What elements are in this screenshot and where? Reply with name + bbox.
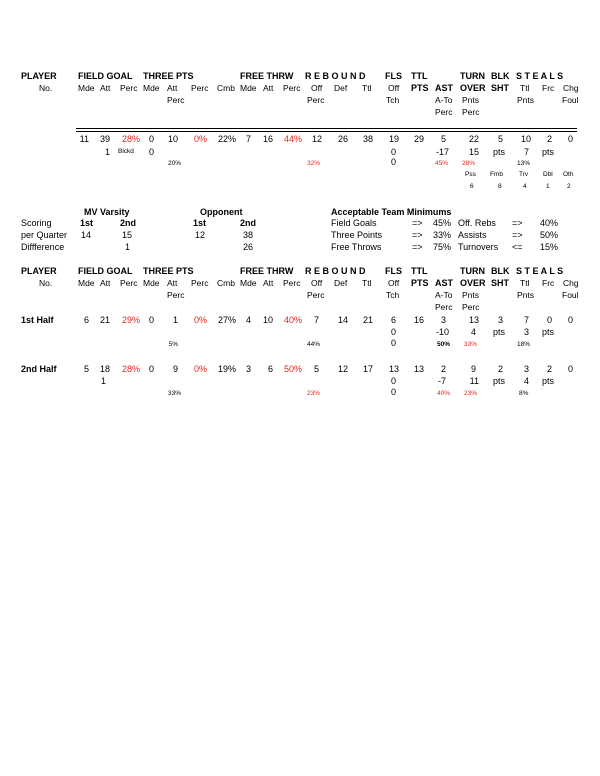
half-ft-mde: 3 — [245, 364, 251, 374]
half-fls-2: 0 — [390, 327, 396, 337]
opp-q1-score: 12 — [195, 230, 206, 240]
fg-mde-heading: Mde — [78, 278, 95, 288]
half-label: 1st Half — [21, 315, 54, 325]
pts-heading: PTS — [411, 278, 429, 288]
mv-varsity-heading: MV Varsity — [84, 207, 130, 217]
fls-heading: FLS — [385, 266, 402, 276]
sht-heading: SHT — [491, 278, 509, 288]
turn-heading: TURN — [460, 266, 485, 276]
half-fls-3: 0 — [390, 338, 396, 348]
totals-fg-att: 39 — [99, 134, 110, 144]
minimums-title: Acceptable Team Minimums — [331, 207, 452, 217]
half-fg-mde: 5 — [83, 364, 89, 374]
no-heading: No. — [39, 278, 53, 288]
fg-att-heading: Att — [100, 83, 111, 93]
half-reb-ttl: 17 — [362, 364, 373, 374]
half-stl-chg: 0 — [567, 315, 573, 325]
legend-oth: Oth — [563, 171, 574, 178]
ft-att-heading: Att — [263, 278, 274, 288]
half-ft-att: 10 — [262, 315, 273, 325]
opponent-heading: Opponent — [200, 207, 243, 217]
half-tp-perc: 0% — [193, 364, 207, 374]
totals-stl-2: 7 — [523, 147, 529, 157]
totals-tp-mde: 0 — [148, 134, 154, 144]
reb-ttl-heading: Ttl — [362, 278, 372, 288]
ast-perc-heading: Perc — [435, 107, 453, 117]
min-arrow-2: => — [512, 230, 523, 240]
mv-1st-heading: 1st — [80, 218, 94, 228]
half-ttl-pts: 13 — [413, 364, 424, 374]
totals-cmb: 22% — [217, 134, 236, 144]
difference-label: Diffference — [21, 242, 65, 252]
free-throw-heading: FREE THRW — [240, 71, 294, 81]
reb-def-heading: Def — [334, 83, 348, 93]
stl-foul-heading: Foul — [562, 290, 579, 300]
tp-mde-heading: Mde — [143, 278, 160, 288]
legend-dbl-value: 1 — [546, 183, 550, 190]
totals-turn-2: 15 — [468, 147, 479, 157]
half-stl: 7 — [523, 315, 529, 325]
half-tp-att: 1 — [172, 315, 178, 325]
fls-off-heading: Off — [388, 83, 400, 93]
min-label: Three Points — [331, 230, 383, 240]
half-fls: 13 — [388, 364, 399, 374]
fls-off-heading: Off — [388, 278, 400, 288]
reb-ttl-heading: Ttl — [362, 83, 372, 93]
legend-oth-value: 2 — [567, 183, 571, 190]
totals-tp-mde-2: 0 — [148, 147, 154, 157]
totals-fg-perc: 28% — [121, 134, 140, 144]
pts-heading: PTS — [411, 83, 429, 93]
totals-reb-off-perc: 32% — [307, 160, 321, 167]
stl-frc-heading: Frc — [542, 278, 555, 288]
stl-frc-heading: Frc — [542, 83, 555, 93]
legend-trv: Trv — [519, 171, 529, 178]
half-blk: 2 — [497, 364, 503, 374]
half-ft-att: 6 — [267, 364, 273, 374]
totals-reb-def: 26 — [337, 134, 348, 144]
tp-att-heading: Att — [167, 83, 178, 93]
totals-ast-2: -17 — [435, 147, 449, 157]
totals-tp-att: 10 — [167, 134, 178, 144]
ft-perc-heading: Perc — [283, 278, 301, 288]
half-fg-att: 18 — [99, 364, 110, 374]
half-fg-att: 21 — [99, 315, 110, 325]
totals-tp-perc: 0% — [193, 134, 207, 144]
min-value: 45% — [433, 218, 452, 228]
half-ttl-pts: 16 — [413, 315, 424, 325]
fg-perc-heading: Perc — [120, 278, 138, 288]
half-fls-2: 0 — [390, 376, 396, 386]
totals-fls: 19 — [388, 134, 399, 144]
half-fg-perc: 29% — [121, 315, 140, 325]
totals-stl-chg: 0 — [567, 134, 573, 144]
player-heading: PLAYER — [21, 71, 57, 81]
totals-ft-mde: 7 — [245, 134, 251, 144]
divider-line — [76, 131, 577, 132]
min-value-2: 15% — [540, 242, 559, 252]
over-perc-heading: Perc — [462, 107, 480, 117]
half-blk: 3 — [497, 315, 503, 325]
mv-q2-score: 15 — [122, 230, 133, 240]
half-stl-pts: pts — [542, 327, 555, 337]
min-label-2: Assists — [458, 230, 487, 240]
three-pts-heading: THREE PTS — [143, 266, 194, 276]
blk-heading: BLK — [491, 266, 510, 276]
half-ft-mde: 4 — [245, 315, 251, 325]
mv-2nd-heading: 2nd — [120, 218, 137, 228]
half-fg-mde: 6 — [83, 315, 89, 325]
half-turn: 9 — [470, 364, 476, 374]
three-pts-heading: THREE PTS — [143, 71, 194, 81]
half-stl-2: 4 — [523, 376, 529, 386]
half-turn-perc: 23% — [464, 390, 478, 397]
min-value: 75% — [433, 242, 452, 252]
totals-reb-ttl: 38 — [362, 134, 373, 144]
half-tp-mde: 0 — [148, 315, 154, 325]
steals-heading: S T E A L S — [516, 71, 564, 81]
legend-fmb: Fmb — [490, 171, 503, 178]
half-stl: 3 — [523, 364, 529, 374]
legend-trv-value: 4 — [523, 183, 527, 190]
half-fg-perc: 28% — [121, 364, 140, 374]
legend-fmb-value: 8 — [498, 183, 502, 190]
half-reb-off: 5 — [313, 364, 319, 374]
legend-pss: Pss — [465, 171, 476, 178]
stl-pnts-heading: Pnts — [517, 290, 535, 300]
mv-q1-score: 14 — [81, 230, 92, 240]
ast-perc-heading: Perc — [435, 302, 453, 312]
ast-heading: AST — [435, 278, 453, 288]
a-to-heading: A-To — [435, 290, 453, 300]
half-tp-perc: 0% — [193, 315, 207, 325]
rebound-heading: R E B O U N D — [305, 71, 366, 81]
ft-mde-heading: Mde — [240, 278, 257, 288]
totals-ft-perc: 44% — [283, 134, 302, 144]
free-throw-heading: FREE THRW — [240, 266, 294, 276]
turn-heading: TURN — [460, 71, 485, 81]
half-ast-perc: 50% — [437, 341, 451, 348]
over-heading: OVER — [460, 278, 486, 288]
stl-pnts-heading: Pnts — [517, 95, 535, 105]
half-reb-off-perc: 23% — [307, 390, 321, 397]
min-arrow: => — [412, 242, 423, 252]
no-heading: No. — [39, 83, 53, 93]
half-fg-att-2: 1 — [100, 376, 106, 386]
steals-heading: S T E A L S — [516, 266, 564, 276]
rebound-heading: R E B O U N D — [305, 266, 366, 276]
tp-att-heading: Att — [167, 278, 178, 288]
totals-fls-2: 0 — [390, 147, 396, 157]
half-stl-perc: 8% — [519, 390, 529, 397]
over-pnts-heading: Pnts — [462, 95, 480, 105]
opp-2nd-heading: 2nd — [240, 218, 257, 228]
totals-blckd: Blckd — [118, 148, 134, 155]
mv-difference: 1 — [125, 242, 131, 252]
min-arrow: => — [412, 218, 423, 228]
totals-ttl-pts: 29 — [413, 134, 424, 144]
over-pnts-heading: Pnts — [462, 290, 480, 300]
min-arrow-2: => — [512, 218, 523, 228]
totals-ft-att: 16 — [262, 134, 273, 144]
fls-heading: FLS — [385, 71, 402, 81]
half-tp-att: 9 — [172, 364, 178, 374]
divider-line — [76, 128, 577, 129]
half-reb-def: 14 — [337, 315, 348, 325]
min-arrow-2: <= — [512, 242, 523, 252]
totals-tp-att-perc: 20% — [167, 160, 181, 167]
half-ast: 2 — [440, 364, 446, 374]
totals-ast-perc: 45% — [435, 160, 449, 167]
min-value-2: 50% — [540, 230, 559, 240]
opp-q2-score: 38 — [243, 230, 254, 240]
legend-pss-value: 6 — [470, 183, 474, 190]
half-ft-perc: 40% — [283, 315, 302, 325]
half-turn-2: 4 — [470, 327, 476, 337]
half-reb-def: 12 — [337, 364, 348, 374]
field-goal-heading: FIELD GOAL — [78, 266, 133, 276]
min-label-2: Turnovers — [458, 242, 499, 252]
half-tp-att-perc: 33% — [167, 390, 181, 397]
reb-def-heading: Def — [334, 278, 348, 288]
opp-1st-heading: 1st — [193, 218, 207, 228]
totals-stl-perc: 13% — [517, 160, 531, 167]
half-blk-pts: pts — [493, 327, 506, 337]
sht-heading: SHT — [491, 83, 509, 93]
min-label: Field Goals — [331, 218, 377, 228]
min-arrow: => — [412, 230, 423, 240]
ast-heading: AST — [435, 83, 453, 93]
legend-dbl: Dbl — [543, 171, 553, 178]
field-goal-heading: FIELD GOAL — [78, 71, 133, 81]
half-reb-off-perc: 44% — [307, 341, 321, 348]
ft-perc-heading: Perc — [283, 83, 301, 93]
half-stl-frc: 0 — [546, 315, 552, 325]
min-value: 33% — [433, 230, 452, 240]
scoring-label: Scoring — [21, 218, 52, 228]
tp-att-perc-heading: Perc — [167, 290, 185, 300]
half-label: 2nd Half — [21, 364, 57, 374]
totals-turn-perc: 28% — [462, 160, 476, 167]
reb-off-heading: Off — [311, 83, 323, 93]
totals-fls-3: 0 — [390, 157, 396, 167]
ttl-heading: TTL — [411, 266, 428, 276]
half-cmb: 27% — [217, 315, 236, 325]
reb-off-perc-heading: Perc — [307, 290, 325, 300]
half-blk-pts: pts — [493, 376, 506, 386]
half-ast: 3 — [440, 315, 446, 325]
per-quarter-label: per Quarter — [21, 230, 68, 240]
ft-att-heading: Att — [263, 83, 274, 93]
min-value-2: 40% — [540, 218, 559, 228]
blk-heading: BLK — [491, 71, 510, 81]
tp-mde-heading: Mde — [143, 83, 160, 93]
half-stl-frc: 2 — [546, 364, 552, 374]
half-turn: 13 — [468, 315, 479, 325]
half-stl-chg: 0 — [567, 364, 573, 374]
half-ast-2: -10 — [435, 327, 449, 337]
half-ast-perc: 40% — [437, 390, 451, 397]
totals-blk: 5 — [497, 134, 503, 144]
tp-perc-heading: Perc — [191, 278, 209, 288]
totals-reb-off: 12 — [311, 134, 322, 144]
half-tp-mde: 0 — [148, 364, 154, 374]
half-reb-off: 7 — [313, 315, 319, 325]
totals-stl-frc: 2 — [546, 134, 552, 144]
stl-chg-heading: Chg — [563, 278, 579, 288]
fg-att-heading: Att — [100, 278, 111, 288]
cmb-heading: Cmb — [217, 83, 235, 93]
tp-att-perc-heading: Perc — [167, 95, 185, 105]
min-label: Free Throws — [331, 242, 382, 252]
half-ft-perc: 50% — [283, 364, 302, 374]
min-label-2: Off. Rebs — [458, 218, 496, 228]
stl-chg-heading: Chg — [563, 83, 579, 93]
reb-off-perc-heading: Perc — [307, 95, 325, 105]
stl-ttl-heading: Ttl — [520, 278, 530, 288]
half-fls-3: 0 — [390, 387, 396, 397]
fls-tch-heading: Tch — [386, 95, 400, 105]
totals-fg-att-2: 1 — [104, 147, 110, 157]
half-stl-pts: pts — [542, 376, 555, 386]
over-heading: OVER — [460, 83, 486, 93]
half-stl-2: 3 — [523, 327, 529, 337]
tp-perc-heading: Perc — [191, 83, 209, 93]
opp-difference: 26 — [243, 242, 254, 252]
ft-mde-heading: Mde — [240, 83, 257, 93]
stl-foul-heading: Foul — [562, 95, 579, 105]
over-perc-heading: Perc — [462, 302, 480, 312]
totals-blk-pts: pts — [493, 147, 506, 157]
player-heading: PLAYER — [21, 266, 57, 276]
half-turn-2: 11 — [469, 376, 479, 386]
ttl-heading: TTL — [411, 71, 428, 81]
reb-off-heading: Off — [311, 278, 323, 288]
totals-ast: 5 — [440, 134, 446, 144]
half-reb-ttl: 21 — [362, 315, 373, 325]
half-fls: 6 — [390, 315, 396, 325]
fls-tch-heading: Tch — [386, 290, 400, 300]
stl-ttl-heading: Ttl — [520, 83, 530, 93]
totals-fg-mde: 11 — [79, 134, 89, 144]
half-tp-att-perc: 5% — [168, 341, 178, 348]
totals-stl-ttl: 10 — [520, 134, 531, 144]
a-to-heading: A-To — [435, 95, 453, 105]
cmb-heading: Cmb — [217, 278, 235, 288]
half-cmb: 19% — [217, 364, 236, 374]
totals-turn-over: 22 — [468, 134, 479, 144]
half-turn-perc: 33% — [464, 341, 478, 348]
fg-mde-heading: Mde — [78, 83, 95, 93]
half-stl-perc: 18% — [517, 341, 531, 348]
fg-perc-heading: Perc — [120, 83, 138, 93]
totals-stl-pts: pts — [542, 147, 555, 157]
half-ast-2: -7 — [437, 376, 446, 386]
